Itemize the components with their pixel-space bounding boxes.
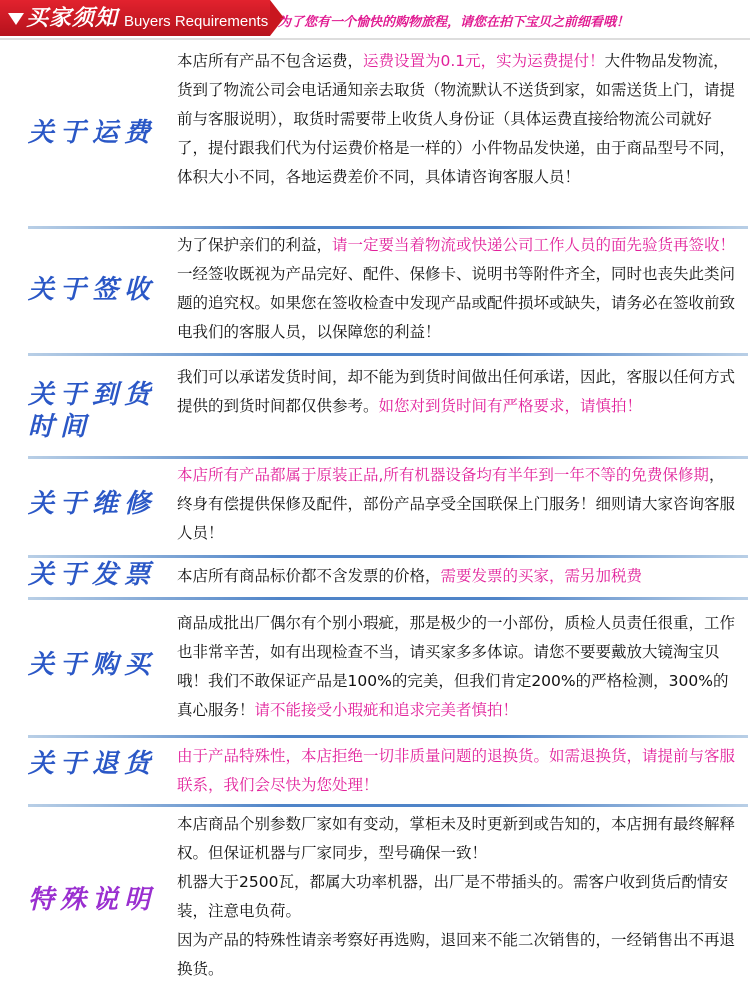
header-slogan: 为了您有一个愉快的购物旅程，请您在拍下宝贝之前细看哦！ xyxy=(278,15,630,30)
arrival-highlight: 如您对到货时间有严格要求，请慎拍！ xyxy=(378,397,643,415)
section-title-return: 关于退货 xyxy=(28,749,157,779)
section-title-repair: 关于维修 xyxy=(28,489,157,519)
section-body-purchase xyxy=(177,609,737,725)
section-title-purchase: 关于购买 xyxy=(28,650,157,680)
section-title-shipping: 关于运费 xyxy=(28,118,157,148)
section-body-special xyxy=(177,810,737,984)
special-paragraph-1: 本店商品个别参数厂家如有变动，掌柜未及时更新到或告知的，本店拥有最终解释权。但保证机器与厂家同步，型号确保一致！ xyxy=(177,815,736,862)
signing-text-a: 为了保护亲们的利益， xyxy=(177,236,333,254)
section-title-invoice: 关于发票 xyxy=(28,560,157,590)
triangle-down-icon xyxy=(8,13,24,25)
repair-text-b: ，终身有偿提供保修及配件，部份产品享受全国联保上门服务！细则请大家咨询客服人员！ xyxy=(177,466,736,542)
section-divider xyxy=(28,597,748,600)
section-divider xyxy=(28,353,748,356)
header-banner xyxy=(0,0,750,44)
section-title-arrival-l1: 关于到货 xyxy=(28,380,157,410)
signing-text-c: 一经签收既视为产品完好、配件、保修卡、说明书等附件齐全，同时也丧失此类问题的追究权。如果您在签收检查中发现产品或配件损坏或缺失，请务必在签收前致电我们的客服人员，以保障您的利益！ xyxy=(177,265,736,341)
section-title-arrival-l2: 时间 xyxy=(28,412,93,442)
invoice-highlight: 需要发票的买家，需另加税费 xyxy=(440,567,643,585)
header-divider xyxy=(0,38,750,40)
special-paragraph-2: 机器大于2500瓦，都属大功率机器，出厂是不带插头的。需客户收到货后酌情安装，注意电负荷。 xyxy=(177,873,728,920)
section-title-special: 特殊说明 xyxy=(28,885,157,915)
header-title-cn: 买家须知 xyxy=(26,5,119,31)
purchase-text-a: 商品成批出厂偶尔有个别小瑕疵，那是极少的一小部份，质检人员责任很重，工作也非常辛苦，如有出现检查不当，请买家多多体谅。请您不要要戴放大镜淘宝贝哦！我们不敢保证产品是100%的完美，但我们肯定200%的严格检测，300%的真心服务！ xyxy=(177,614,736,719)
shipping-text-a: 本店所有产品不包含运费， xyxy=(177,52,364,70)
special-paragraph-3: 因为产品的特殊性请亲考察好再选购，退回来不能二次销售的，一经销售出不再退换货。 xyxy=(177,931,736,978)
section-divider xyxy=(28,735,748,738)
purchase-highlight: 请不能接受小瑕疵和追求完美者慎拍！ xyxy=(254,701,519,719)
return-highlight: 由于产品特殊性，本店拒绝一切非质量问题的退换货。如需退换货，请提前与客服联系，我们会尽快为您处理！ xyxy=(177,747,736,794)
section-body-signing xyxy=(177,231,737,347)
section-title-signing: 关于签收 xyxy=(28,275,157,305)
section-body-invoice xyxy=(177,562,737,591)
header-title-block xyxy=(0,0,270,36)
shipping-highlight: 运费设置为0.1元，实为运费提付！ xyxy=(363,52,605,70)
section-body-shipping xyxy=(177,47,737,192)
invoice-text-a: 本店所有商品标价都不含发票的价格， xyxy=(177,567,441,585)
section-body-repair xyxy=(177,461,737,548)
header-title-en: Buyers Requirements xyxy=(124,13,269,30)
shipping-text-c: 大件物品发物流，货到了物流公司会电话通知亲去取货（物流默认不送货到家，如需送货上门，请提前与客服说明），取货时需要带上收货人身份证（具体运费直接给物流公司就好了，提付跟我们代为付运费价格是一样的）小件物品发快递，由于商品型号不同，体积大小不同，各地运费差价不同，具体请咨询客服人员！ xyxy=(177,52,736,186)
section-body-arrival xyxy=(177,363,737,421)
signing-highlight: 请一定要当着物流或快递公司工作人员的面先验货再签收！ xyxy=(332,236,736,254)
section-divider xyxy=(28,456,748,459)
section-body-return xyxy=(177,742,737,800)
repair-highlight: 本店所有产品都属于原装正品,所有机器设备均有半年到一年不等的免费保修期 xyxy=(177,466,709,484)
arrival-text-a: 我们可以承诺发货时间，却不能为到货时间做出任何承诺，因此，客服以任何方式提供的到货时间都仅供参考。 xyxy=(177,368,736,415)
section-divider xyxy=(28,804,748,807)
section-divider xyxy=(28,226,748,229)
